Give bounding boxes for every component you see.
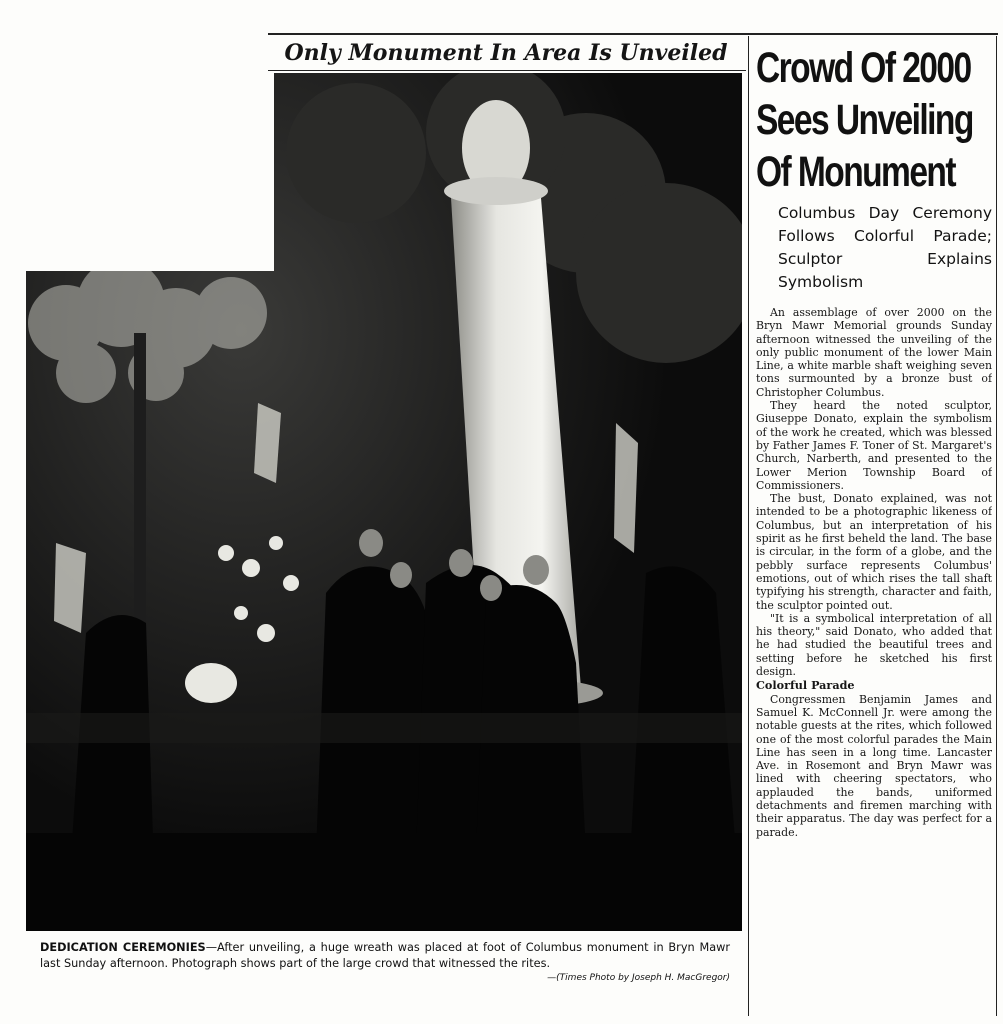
article-paragraph: An assemblage of over 2000 on the Bryn Mawr Memorial grounds Sunday afternoon witnessed the unveiling of the only public monument of the lower Main Line, a white marble shaft weighing seven tons surmounted by a bronze bust of Christopher Columbus. xyxy=(756,306,992,399)
photo-heading-underline xyxy=(268,70,746,71)
photo-heading: Only Monument In Area Is Unveiled xyxy=(284,40,728,66)
article-headline xyxy=(756,42,973,198)
headline-line-2: Sees Unveiling xyxy=(756,96,973,144)
caption-text: —After unveiling, a huge wreath was placed at foot of Columbus monument in Bryn Mawr last Sunday afternoon. Photograph shows part of the large crowd that witnessed the rites. xyxy=(40,941,730,970)
top-rule xyxy=(268,33,998,35)
article-paragraph: Congressmen Benjamin James and Samuel K. McConnell Jr. were among the notable guests at the rites, which followed one of the most colorful parades the Main Line has seen in a long time. Lancaster Ave. in Rosemont and Bryn Mawr was lined with cheering spectators, who applauded the bands, uniformed detachments and firemen marching with their apparatus. The day was perfect for a parade. xyxy=(756,692,992,839)
article-body xyxy=(756,306,992,1006)
right-edge-rule xyxy=(996,36,997,1016)
article-subhead: Colorful Parade xyxy=(756,678,855,693)
caption-lead: DEDICATION CEREMONIES xyxy=(40,941,206,954)
article-paragraph: They heard the noted sculptor, Giuseppe Donato, explain the symbolism of the work he created, which was blessed by Father James F. Toner of St. Margaret's Church, Narberth, and presented to the Lower Merion Township Board of Commissioners. xyxy=(756,399,992,492)
headline-line-1: Crowd Of 2000 xyxy=(756,44,971,92)
headline-line-3: Of Monument xyxy=(756,148,955,196)
article-deck: Columbus Day Ceremony Follows Colorful Parade; Sculptor Explains Symbolism xyxy=(778,204,992,291)
article-paragraph: The bust, Donato explained, was not intended to be a photographic likeness of Columbus, but an interpretation of his spirit as he first beheld the land. The base is circular, in the form of a globe, and the pebbly surface represents Columbus' emotions, out of which rises the tall shaft typifying his strength, character and faith, the sculptor pointed out. xyxy=(756,492,992,612)
photo-notch xyxy=(26,72,274,271)
photo-caption xyxy=(40,940,730,972)
photo-credit: —(Times Photo by Joseph H. MacGregor) xyxy=(547,973,730,983)
column-divider xyxy=(748,36,749,1016)
article-paragraph: "It is a symbolical interpretation of all his theory," said Donato, who added that he had studied the beautiful trees and setting before he sketched his first design. xyxy=(756,611,992,679)
